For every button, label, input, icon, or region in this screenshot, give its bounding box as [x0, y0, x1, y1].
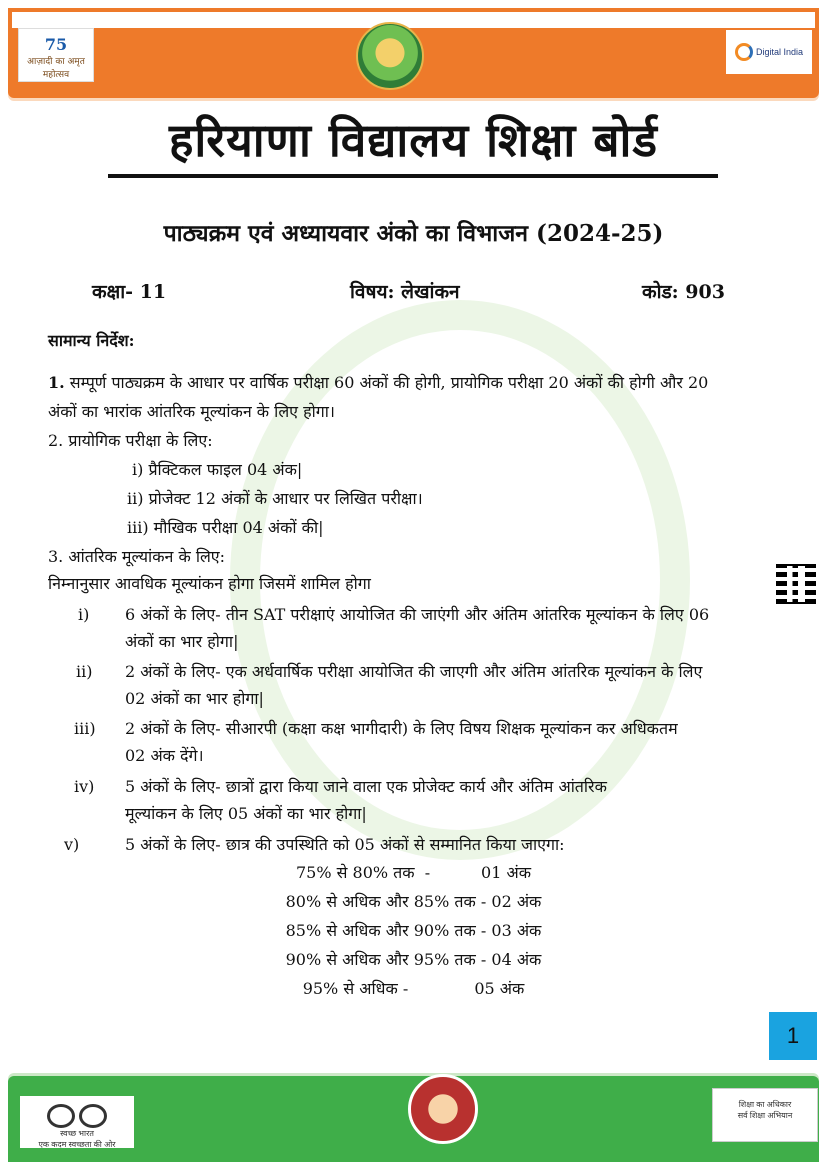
- qr-code: [776, 564, 816, 604]
- beti-bachao-logo: [408, 1074, 478, 1144]
- instruction-1-text: सम्पूर्ण पाठ्यक्रम के आधार पर वार्षिक परीक्षा 60 अंकों की होगी, प्रायोगिक परीक्षा 20 अंकों की होगी और 20: [69, 373, 709, 392]
- assessment-item-line1: 2 अंकों के लिए- सीआरपी (कक्षा कक्ष भागीदारी) के लिए विषय शिक्षक मूल्यांकन कर अधिकतम: [125, 719, 678, 738]
- assessment-item-number: i): [78, 605, 90, 624]
- digital-india-icon: [735, 43, 753, 61]
- class-label: कक्षा- 11: [92, 281, 167, 303]
- amrit-logo-number: 75: [44, 35, 68, 54]
- assessment-item-line2: अंकों का भार होगा|: [125, 632, 239, 651]
- title-underline: [108, 174, 718, 178]
- assessment-item-line1: 5 अंकों के लिए- छात्र की उपस्थिति को 05 अंकों से सम्मानित किया जाएगा:: [125, 835, 565, 854]
- board-emblem-logo: [356, 22, 424, 90]
- page-subtitle: पाठ्यक्रम एवं अध्यायवार अंको का विभाजन (2024-25): [163, 220, 664, 247]
- instruction-1-line2: अंकों का भारांक आंतरिक मूल्यांकन के लिए होगा।: [48, 402, 335, 421]
- shiksha-text: शिक्षा का अधिकार: [738, 1100, 792, 1109]
- instruction-3-intro: निम्नानुसार आवधिक मूल्यांकन होगा जिसमें शामिल होगा: [48, 574, 371, 593]
- swachh-tagline: एक कदम स्वच्छता की ओर: [38, 1140, 116, 1149]
- amrit-logo-text: आज़ादी का अमृत महोत्सव: [27, 57, 85, 80]
- page-number-badge: 1: [769, 1012, 817, 1060]
- attendance-row: 95% से अधिक - 05 अंक: [302, 979, 525, 998]
- glasses-icon: [20, 1104, 134, 1128]
- page-title: हरियाणा विद्यालय शिक्षा बोर्ड: [168, 113, 659, 167]
- assessment-item-number: v): [64, 835, 80, 854]
- assessment-item-line2: मूल्यांकन के लिए 05 अंकों का भार होगा|: [125, 804, 367, 823]
- amrit-mahotsav-logo: [18, 28, 94, 82]
- instruction-1-line1: [48, 368, 708, 397]
- assessment-item-line2: 02 अंकों का भार होगा|: [125, 689, 264, 708]
- general-instructions-heading: सामान्य निर्देश:: [48, 331, 135, 350]
- shiksha-adhikar-logo: [712, 1088, 818, 1142]
- code-label: कोड: 903: [642, 281, 725, 303]
- digital-india-logo: [726, 30, 812, 74]
- digital-india-text: Digital India: [755, 47, 804, 57]
- instruction-2-item: iii) मौखिक परीक्षा 04 अंकों की|: [127, 518, 324, 537]
- instruction-2-item: i) प्रैक्टिकल फाइल 04 अंक|: [132, 460, 303, 479]
- swachh-bharat-logo: [20, 1096, 134, 1148]
- assessment-item-number: ii): [76, 662, 93, 681]
- instruction-1-number: 1.: [48, 373, 65, 392]
- subject-label: विषय: लेखांकन: [350, 281, 460, 303]
- attendance-row: 75% से 80% तक - 01 अंक: [295, 863, 531, 882]
- assessment-item-line1: 6 अंकों के लिए- तीन SAT परीक्षाएं आयोजित की जाएंगी और अंतिम आंतरिक मूल्यांकन के लिए 06: [125, 605, 710, 624]
- swachh-text: स्वच्छ भारत: [60, 1129, 94, 1138]
- assessment-item-line2: 02 अंक देंगे।: [125, 746, 204, 765]
- attendance-row: 90% से अधिक और 95% तक - 04 अंक: [285, 950, 542, 969]
- attendance-row: 85% से अधिक और 90% तक - 03 अंक: [285, 921, 542, 940]
- instruction-2-heading: 2. प्रायोगिक परीक्षा के लिए:: [48, 431, 213, 450]
- assessment-item-line1: 5 अंकों के लिए- छात्रों द्वारा किया जाने वाला एक प्रोजेक्ट कार्य और अंतिम आंतरिक: [125, 777, 607, 796]
- assessment-item-line1: 2 अंकों के लिए- एक अर्धवार्षिक परीक्षा आयोजित की जाएगी और अंतिम आंतरिक मूल्यांकन के लिए: [125, 662, 703, 681]
- assessment-item-number: iii): [74, 719, 96, 738]
- instruction-3-heading: 3. आंतरिक मूल्यांकन के लिए:: [48, 547, 226, 566]
- shiksha-tagline: सर्व शिक्षा अभियान: [737, 1111, 793, 1120]
- attendance-row: 80% से अधिक और 85% तक - 02 अंक: [285, 892, 542, 911]
- instruction-2-item: ii) प्रोजेक्ट 12 अंकों के आधार पर लिखित परीक्षा।: [127, 489, 423, 508]
- assessment-item-number: iv): [74, 777, 95, 796]
- header-top-strip: [12, 12, 815, 28]
